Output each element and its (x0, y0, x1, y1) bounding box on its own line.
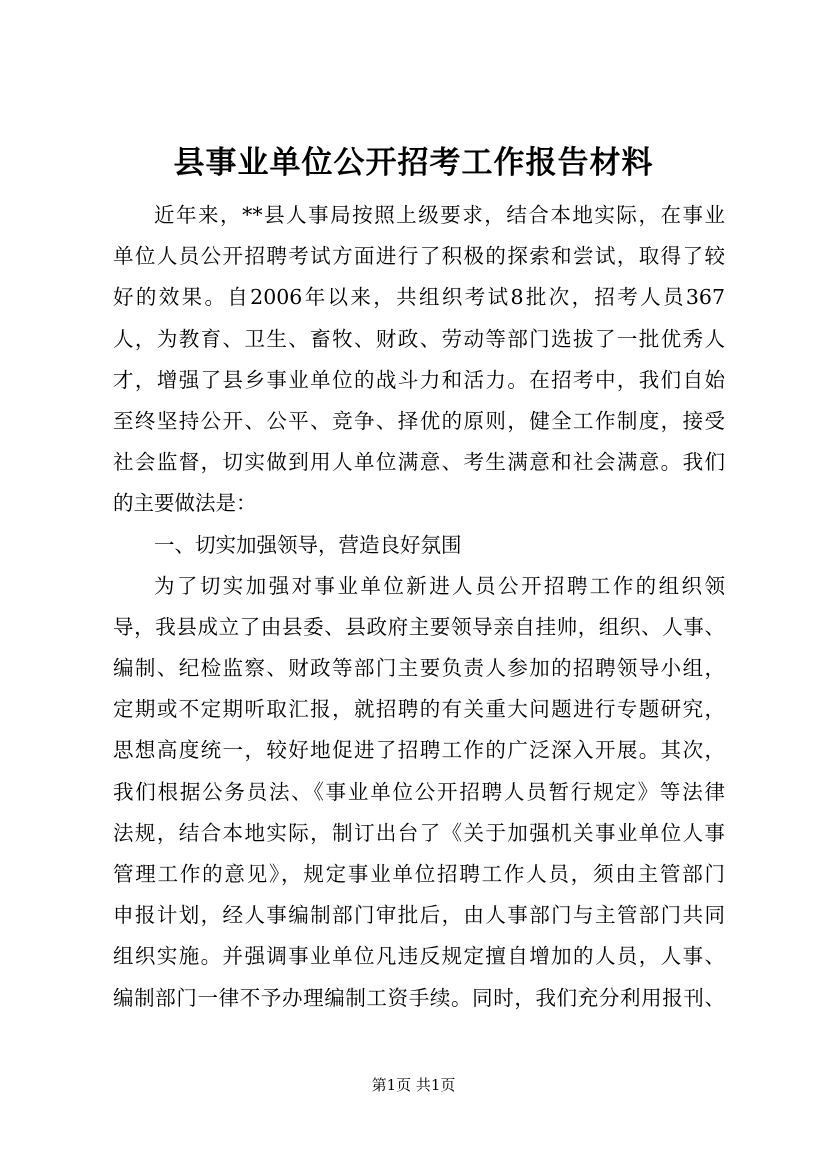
paragraph-line: 为了切实加强对事业单位新进人员公开招聘工作的组织领 (154, 573, 725, 598)
document-body (113, 195, 725, 1019)
paragraph-line: 好的效果。自2006年以来，共组织考试8批次，招考人员367 (113, 285, 725, 310)
paragraph-line: 人，为教育、卫生、畜牧、财政、劳动等部门选拔了一批优秀人 (113, 326, 725, 351)
paragraph-line: 编制、纪检监察、财政等部门主要负责人参加的招聘领导小组， (113, 656, 725, 681)
paragraph-line: 近年来，**县人事局按照上级要求，结合本地实际，在事业 (154, 203, 725, 227)
paragraph-line: 的主要做法是： (113, 491, 257, 516)
paragraph-line: 法规，结合本地实际，制订出台了《关于加强机关事业单位人事 (113, 820, 725, 845)
paragraph-line: 编制部门一律不予办理编制工资手续。同时，我们充分利用报刊、 (113, 985, 725, 1010)
paragraph-line: 申报计划，经人事编制部门审批后，由人事部门与主管部门共同 (113, 903, 725, 928)
paragraph-line: 组织实施。并强调事业单位凡违反规定擅自增加的人员，人事、 (113, 944, 725, 969)
paragraph-line: 思想高度统一，较好地促进了招聘工作的广泛深入开展。其次， (113, 738, 725, 763)
paragraph-line: 导，我县成立了由县委、县政府主要领导亲自挂帅，组织、人事、 (113, 614, 725, 639)
page-footer: 第1页 共1页 (371, 1076, 456, 1094)
paragraph-line: 至终坚持公开、公平、竞争、择优的原则，健全工作制度，接受 (113, 408, 725, 433)
section-heading: 一、切实加强领导，营造良好氛围 (154, 532, 462, 557)
paragraph-line: 单位人员公开招聘考试方面进行了积极的探索和尝试，取得了较 (113, 244, 725, 269)
paragraph-line: 管理工作的意见》，规定事业单位招聘工作人员，须由主管部门 (113, 862, 725, 886)
paragraph-line: 我们根据公务员法、《事业单位公开招聘人员暂行规定》等法律 (113, 779, 725, 804)
paragraph-line: 才，增强了县乡事业单位的战斗力和活力。在招考中，我们自始 (113, 367, 725, 392)
paragraph-line: 社会监督，切实做到用人单位满意、考生满意和社会满意。我们 (113, 450, 725, 475)
document-title: 县事业单位公开招考工作报告材料 (173, 145, 654, 181)
paragraph-line: 定期或不定期听取汇报，就招聘的有关重大问题进行专题研究， (113, 697, 725, 722)
